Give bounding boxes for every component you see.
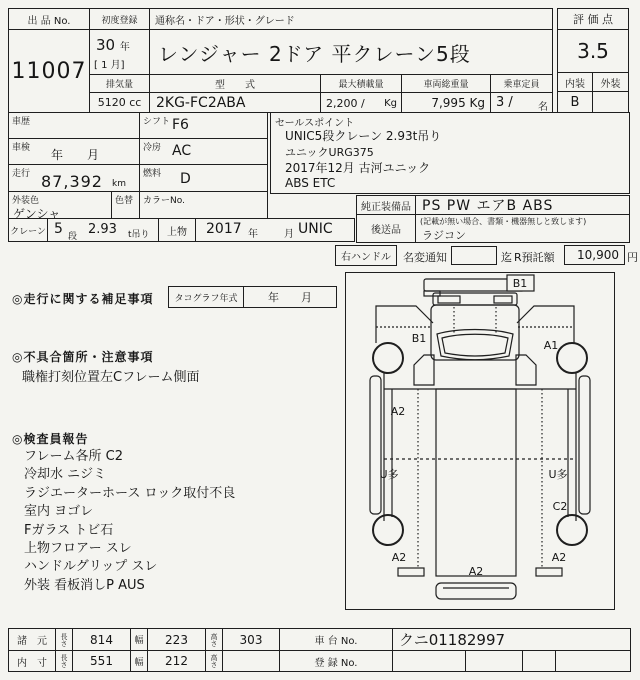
sales-point-line: 2017年12月 古河ユニック [285, 161, 431, 175]
exterior-grade-value [592, 91, 629, 113]
defects-title: ◎不具合箇所・注意事項 [12, 350, 154, 364]
damage-label: A1 [543, 339, 559, 352]
right-handle-badge: 右ハンドル [335, 245, 397, 266]
later-items-label: 後送品 [356, 214, 416, 243]
truck-top-view-diagram [346, 273, 614, 609]
inspector-line: 室内 ヨゴレ [24, 504, 94, 520]
defect-line: 職権打刻位置左Cフレーム側面 [22, 370, 200, 385]
gross-weight-header: 車両総重量 [401, 74, 491, 93]
damage-label: U多 [379, 468, 399, 481]
registration-number-label: 登 録 No. [279, 650, 393, 672]
length-label: 長さ [55, 650, 73, 672]
damage-label: A2 [551, 551, 567, 564]
damage-label: U多 [548, 468, 568, 481]
height-label: 高さ [205, 650, 223, 672]
spec-width-value: 223 [147, 628, 206, 651]
later-items-value [415, 214, 630, 243]
damage-label: B1 [411, 332, 427, 345]
inspector-line: Fガラス トビ石 [24, 522, 114, 538]
payload-value: 2,200 / Kg [320, 92, 402, 113]
shift-cell: シフト F6 [139, 112, 268, 139]
tachograph-value: 年 月 [243, 286, 337, 308]
left-side-guard [370, 376, 381, 514]
inner-length-value: 551 [72, 650, 131, 672]
tachograph-label: タコグラフ年式 [168, 286, 244, 308]
first-registration-header: 初度登録 [89, 8, 150, 30]
displacement-value: 5120 cc [89, 92, 150, 113]
name-change-field [451, 246, 497, 265]
sales-points-box [270, 112, 630, 194]
cab-vent-right [494, 296, 512, 303]
model-code-value: 2KG-FC2ABA [149, 92, 321, 113]
exterior-color-cell: 外装色 ゲンシャ [8, 191, 112, 219]
sales-point-line: ユニックURG375 [285, 146, 374, 159]
registration-cell-4 [555, 650, 631, 672]
width-label: 幅 [130, 628, 148, 651]
inner-dim-row-label: 内 寸 [8, 650, 56, 672]
spec-height-value: 303 [222, 628, 280, 651]
ac-cell: 冷房 AC [139, 138, 268, 165]
inspector-line: 冷却水 ニジミ [24, 467, 107, 483]
crane-label-cell: クレーン [8, 218, 48, 242]
later-items-text: ラジコン [422, 229, 466, 242]
capacity-header: 乗車定員 [490, 74, 553, 93]
front-left-wheel [373, 343, 403, 373]
chassis-number-label: 車 台 No. [279, 628, 393, 651]
first-reg-year: 30 年 [96, 36, 130, 54]
body-value-cell: 2017 年 月 UNIC [195, 218, 355, 242]
damage-label: A2 [391, 551, 407, 564]
registration-cell-3 [522, 650, 556, 672]
width-label: 幅 [130, 650, 148, 672]
lot-number-value: 11007 [8, 29, 90, 113]
history-cell: 車歴 [8, 112, 140, 139]
inspector-report-title: ◎検査員報告 [12, 432, 89, 446]
inspector-report-list [24, 448, 334, 595]
gross-weight-value: 7,995 Kg [401, 92, 491, 113]
deposit-unit: 円 [627, 251, 638, 264]
lot-number-header: 出 品 No. [8, 8, 90, 30]
height-label: 高さ [205, 628, 223, 651]
length-label: 長さ [55, 628, 73, 651]
name-change-label: 名変通知 [403, 251, 447, 264]
deposit-label: R預託額 [514, 251, 555, 264]
inner-height-value [222, 650, 280, 672]
crane-value-cell: 5 段 2.93 t吊り [47, 218, 159, 242]
right-fender [517, 306, 574, 343]
sales-point-line: UNIC5段クレーン 2.93t吊り [285, 129, 442, 143]
payload-header: 最大積載量 [320, 74, 402, 93]
damage-label: A2 [390, 405, 406, 418]
body-label-cell: 上物 [158, 218, 196, 242]
left-mud-flap [398, 568, 424, 576]
windshield-inner [442, 334, 508, 356]
capacity-value: 3 / 名 [490, 92, 553, 113]
registration-cell-2 [465, 650, 523, 672]
right-step [516, 355, 536, 385]
spec-length-value: 814 [72, 628, 131, 651]
fuel-cell: 燃料 D [139, 164, 268, 192]
inspector-line: ラジエーターホース ロック取付不良 [24, 485, 236, 501]
inspector-line: 上物フロアー スレ [24, 541, 132, 557]
damage-label: C2 [552, 500, 568, 513]
registration-cell-1 [392, 650, 466, 672]
until-label: 迄 [501, 251, 512, 264]
rear-left-wheel [373, 515, 403, 545]
first-reg-month: [ 1 月] [94, 60, 125, 71]
right-mud-flap [536, 568, 562, 576]
deposit-value: 10,900 [564, 245, 625, 265]
mileage-cell: 走行 87,392 km [8, 164, 140, 192]
score-header: 評 価 点 [557, 8, 629, 30]
chassis-number-value: クニ01182997 [392, 628, 631, 651]
rear-right-wheel [557, 515, 587, 545]
rear-bumper [436, 583, 516, 599]
right-side-guard [579, 376, 590, 514]
inner-width-value: 212 [147, 650, 206, 672]
color-number-cell: カラーNo. [139, 191, 268, 219]
damage-diagram-frame [345, 272, 615, 610]
vehicle-name-value: レンジャー 2ドア 平クレーン5段 [149, 29, 553, 75]
cargo-bed [436, 389, 516, 576]
vehicle-name-header: 通称名・ドア・形状・グレード [149, 8, 553, 30]
front-right-wheel [557, 343, 587, 373]
sales-points-label: セールスポイント [275, 118, 355, 129]
left-step [414, 355, 434, 385]
inspector-line: ハンドルグリップ スレ [24, 559, 158, 575]
mileage-note-title: ◎走行に関する補足事項 [12, 292, 154, 306]
model-code-header: 型 式 [149, 74, 321, 93]
cab-vent-left [438, 296, 460, 303]
inspection-cell: 車検 年 月 [8, 138, 140, 165]
exterior-grade-header: 外装 [592, 72, 629, 92]
inspector-line: フレーム各所 C2 [24, 449, 123, 464]
damage-label: A2 [468, 565, 484, 578]
oem-equipment-value: PS PW エアB ABS [415, 195, 630, 215]
damage-label: B1 [512, 277, 528, 290]
interior-grade-header: 内装 [557, 72, 593, 92]
interior-grade-value: B [557, 91, 593, 113]
oem-equipment-label: 純正装備品 [356, 195, 416, 215]
score-value: 3.5 [557, 29, 629, 73]
spec-row-label: 諸 元 [8, 628, 56, 651]
inspector-line: 外装 看板消しP AUS [24, 577, 145, 593]
recolor-cell: 色替 [111, 191, 140, 219]
sales-point-line: ABS ETC [285, 176, 336, 190]
displacement-header: 排気量 [89, 74, 150, 93]
later-items-note: (記載が無い場合、書類・機器無しと致します) [420, 217, 587, 226]
first-registration-value [89, 29, 150, 75]
